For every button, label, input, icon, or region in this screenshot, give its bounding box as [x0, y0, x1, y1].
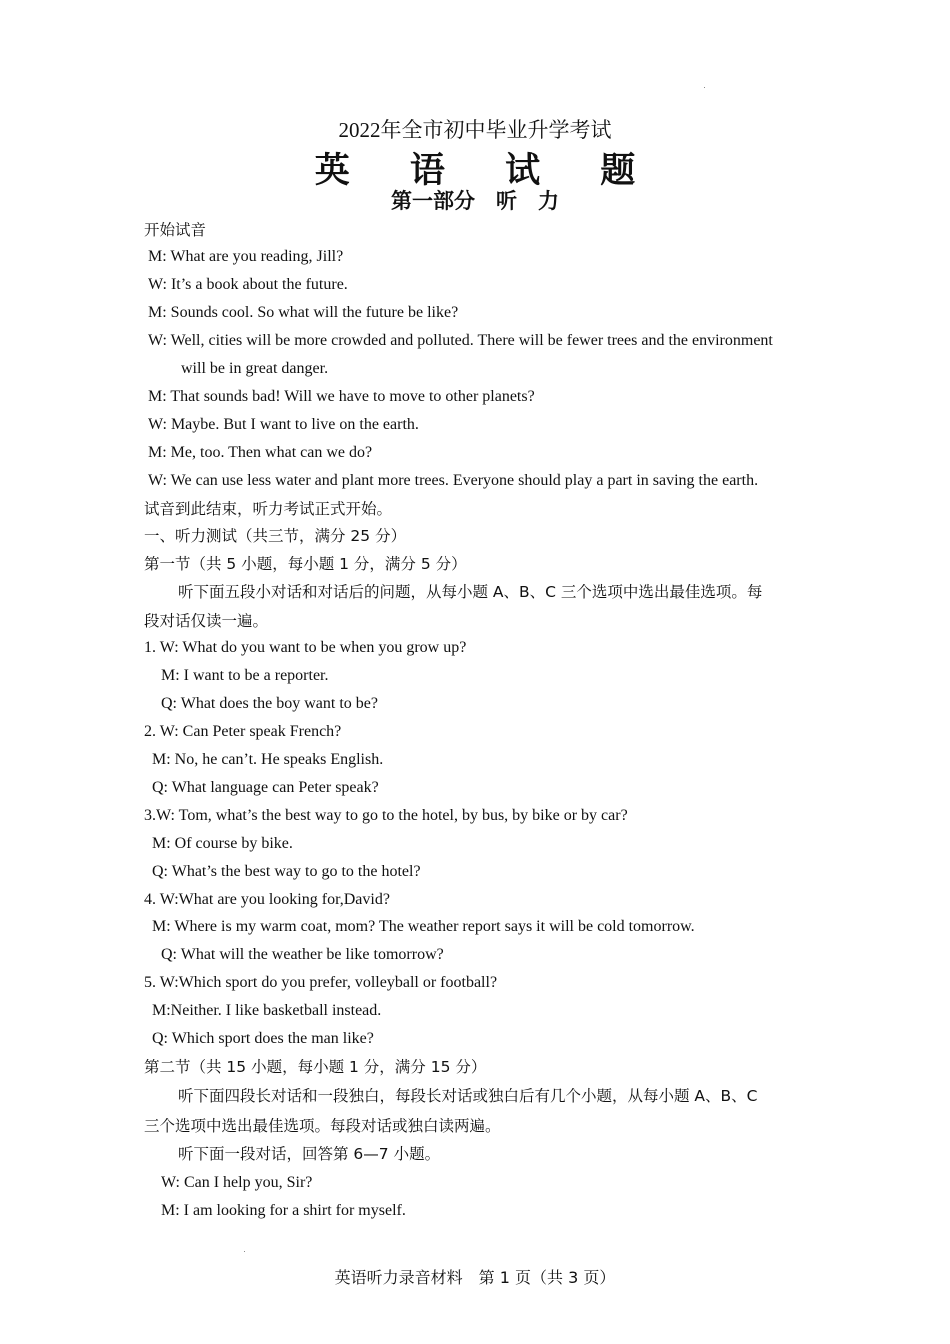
- question-line: Q: Which sport does the man like?: [152, 1030, 374, 1047]
- question-line: M: Of course by bike.: [152, 835, 293, 852]
- question-line: 2. W: Can Peter speak French?: [144, 723, 342, 740]
- dialogue-line: W: Well, cities will be more crowded and polluted. There will be fewer trees and the environment: [148, 332, 773, 349]
- scan-speck: [704, 87, 705, 88]
- section-heading: 第一节（共 5 小题，每小题 1 分，满分 5 分）: [144, 555, 467, 573]
- instructions: 听下面五段小对话和对话后的问题，从每小题 A、B、C 三个选项中选出最佳选项。每: [178, 583, 763, 601]
- dialogue-line: W: Maybe. But I want to live on the earth.: [148, 416, 419, 433]
- section-note: 试音到此结束，听力考试正式开始。: [144, 500, 393, 518]
- dialogue-line: M: That sounds bad! Will we have to move to other planets?: [148, 388, 535, 405]
- dialogue-line: M: What are you reading, Jill?: [148, 248, 344, 265]
- instructions: 段对话仅读一遍。: [144, 612, 269, 630]
- dialogue-line: W: It’s a book about the future.: [148, 276, 348, 293]
- dialogue-line: M: Me, too. Then what can we do?: [148, 444, 373, 461]
- instructions: 听下面一段对话，回答第 6—7 小题。: [178, 1145, 441, 1163]
- page-footer: 英语听力录音材料 第 1 页（共 3 页）: [334, 1268, 616, 1287]
- dialogue-line: W: We can use less water and plant more trees. Everyone should play a part in saving the earth.: [148, 472, 759, 489]
- dialogue-line: M: I am looking for a shirt for myself.: [161, 1202, 406, 1219]
- question-line: Q: What’s the best way to go to the hotel?: [152, 863, 421, 880]
- section-note: 开始试音: [144, 221, 207, 239]
- question-line: Q: What does the boy want to be?: [161, 695, 378, 712]
- subject-title: 英 语 试 题: [314, 151, 660, 191]
- instructions: 听下面四段长对话和一段独白，每段长对话或独白后有几个小题，从每小题 A、B、C: [178, 1087, 758, 1105]
- question-line: Q: What language can Peter speak?: [152, 779, 379, 796]
- question-line: 3.W: Tom, what’s the best way to go to the hotel, by bus, by bike or by car?: [144, 807, 628, 824]
- section-heading: 第二节（共 15 小题，每小题 1 分，满分 15 分）: [144, 1058, 487, 1076]
- exam-title: 2022年全市初中毕业升学考试: [338, 118, 612, 142]
- dialogue-line: M: Sounds cool. So what will the future be like?: [148, 304, 459, 321]
- question-line: M: No, he can’t. He speaks English.: [152, 751, 384, 768]
- part-title: 第一部分 听 力: [391, 189, 559, 213]
- dialogue-line: W: Can I help you, Sir?: [161, 1174, 313, 1191]
- section-heading: 一、听力测试（共三节，满分 25 分）: [144, 527, 407, 545]
- question-line: 4. W:What are you looking for,David?: [144, 891, 390, 908]
- question-line: 5. W:Which sport do you prefer, volleyball or football?: [144, 974, 498, 991]
- question-line: M: I want to be a reporter.: [161, 667, 329, 684]
- dialogue-line: will be in great danger.: [181, 360, 329, 377]
- question-line: M:Neither. I like basketball instead.: [152, 1002, 382, 1019]
- question-line: 1. W: What do you want to be when you grow up?: [144, 639, 467, 656]
- instructions: 三个选项中选出最佳选项。每段对话或独白读两遍。: [144, 1117, 501, 1135]
- scan-speck: [244, 1251, 245, 1252]
- question-line: M: Where is my warm coat, mom? The weather report says it will be cold tomorrow.: [152, 918, 695, 935]
- question-line: Q: What will the weather be like tomorrow?: [161, 946, 444, 963]
